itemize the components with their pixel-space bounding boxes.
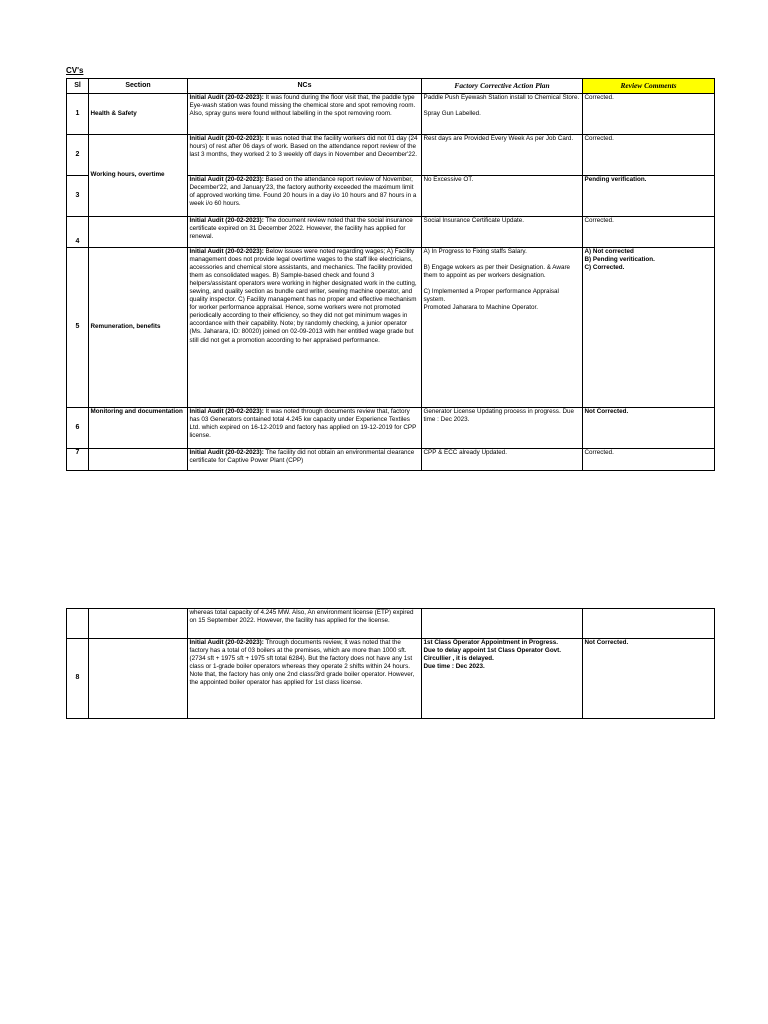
header-corrective-plan: Factory Corrective Action Plan (422, 79, 583, 94)
plan-line: Social Insurance Certificate Update. (423, 217, 524, 224)
nc-text: The document review noted that the social insurance certificate expired on 31 December 2022. However, the facility has applied for renewal. (189, 217, 413, 241)
nc-text: The facility did not obtain an environmental clearance certificate for Captive Power Plant (CPP) (189, 449, 415, 465)
nc-audit-label: Initial Audit (20-02-2023): (189, 217, 264, 224)
header-ncs: NCs (188, 79, 422, 94)
row-plan (422, 408, 583, 449)
nc-audit-label: Initial Audit (20-02-2023): (189, 94, 264, 101)
plan-line: Spray Gun Labelled. (423, 110, 481, 118)
row-section: Health & Safety (89, 94, 188, 135)
table-row (67, 217, 715, 248)
review-line: Corrected. (584, 135, 614, 142)
row-plan-empty (422, 609, 583, 639)
plan-spacer (424, 102, 581, 110)
row-nc (188, 408, 422, 449)
table-row (67, 639, 715, 719)
row-sl: 7 (67, 449, 89, 471)
review-line: A) Not corrected (584, 248, 634, 255)
row-section-empty (89, 449, 188, 471)
cv-table-continued (66, 608, 715, 719)
plan-line: Generator License Updating process in progress. Due time : Dec 2023. (423, 408, 575, 424)
plan-line: CPP & ECC already Updated. (423, 449, 508, 456)
row-plan (422, 135, 583, 176)
nc-text: It was noted that the facility workers did not 01 day (24 hours) of rest after 06 days of work. Based on the attendance report review of the last 3 months, they worked 2 to 3 weekly off days in November and December'22. (189, 135, 418, 159)
row-plan (422, 217, 583, 248)
row-nc (188, 609, 422, 639)
row-review (583, 217, 715, 248)
row-plan (422, 94, 583, 135)
table-row (67, 408, 715, 449)
header-section: Section (89, 79, 188, 94)
row-sl: 2 (67, 135, 89, 176)
header-sl: Sl (67, 79, 89, 94)
nc-text: It was noted through documents review that, factory has 03 Generators contained total 4.245 kw capacity under Experience Textiles Ltd. which expired on 16-12-2019 and factory has applied on 19-12-2019 for CPP license. (189, 408, 417, 440)
plan-line: Paddle Push Eyewash Station install to Chemical Store. (423, 94, 580, 101)
review-line: C) Corrected. (584, 264, 625, 272)
row-nc (188, 639, 422, 719)
plan-line: 1st Class Operator Appointment in Progress. (423, 639, 558, 646)
nc-audit-label: Initial Audit (20-02-2023): (189, 248, 264, 255)
page-title: CV's (66, 66, 84, 75)
table-row (67, 94, 715, 135)
row-review (583, 135, 715, 176)
row-review-empty (583, 609, 715, 639)
cv-table (66, 78, 715, 471)
row-sl: 4 (67, 217, 89, 248)
plan-line: Promoted Jaharara to Machine Operator. (423, 304, 538, 312)
row-sl-empty (67, 609, 89, 639)
nc-audit-label: Initial Audit (20-02-2023): (189, 449, 264, 456)
nc-text: It was found during the floor visit that, the paddle type Eye-wash station was found missing the chemical store and spot removing room. Also, spray guns were found without labelling in the spot removing room. (189, 94, 416, 118)
review-line: Pending verification. (584, 176, 647, 183)
row-sl: 3 (67, 176, 89, 217)
row-section: Monitoring and documentation (89, 408, 188, 449)
plan-spacer (424, 256, 581, 264)
row-sl: 5 (67, 248, 89, 408)
review-line: Corrected. (584, 217, 614, 224)
nc-text: Through documents review, it was noted that the factory has a total of 03 boilers at the premises, which are more than 1000 sft. (2734 sft + 1975 sft + 1975 sft total 6284). But the factory does not have any 1st class or 1-grade boiler operators whereas they operate 2 shifts within 24 hours. Note that, the factory has only one 2nd class/3rd grade boiler operator. However, the appointed boiler operator has applied for 1st class license. (189, 639, 415, 687)
table-row (67, 248, 715, 408)
plan-line: A) In Progress to Fixing staffs Salary. (423, 248, 527, 255)
row-plan (422, 639, 583, 719)
table-header-row (67, 79, 715, 94)
row-review (583, 94, 715, 135)
row-review (583, 248, 715, 408)
nc-text: whereas total capacity of 4.245 MW. Also, An environment license (ETP) expired on 15 September 2022. However, the facility has applied for the license. (189, 609, 414, 625)
row-nc (188, 248, 422, 408)
row-section-empty (89, 609, 188, 639)
review-line: B) Pending veritication. (584, 256, 655, 264)
plan-line: Due to delay appoint 1st Class Operator Govt. Circullier , it is delayed. (423, 647, 562, 663)
row-plan (422, 449, 583, 471)
plan-line: Due time : Dec 2023. (423, 663, 485, 671)
review-line: Not Corrected. (584, 408, 629, 415)
row-sl: 6 (67, 408, 89, 449)
row-nc (188, 217, 422, 248)
nc-audit-label: Initial Audit (20-02-2023): (189, 639, 264, 646)
row-plan (422, 248, 583, 408)
nc-text: Based on the attendance report review of November, December'22, and January'23, the factory authority exceeded the maximum limit of approved working time. Found 20 hours in a day i/o 10 hours and 87 hours in a week i/o 60 hours. (189, 176, 417, 208)
plan-spacer (424, 280, 581, 288)
nc-audit-label: Initial Audit (20-02-2023): (189, 135, 264, 142)
row-sl: 1 (67, 94, 89, 135)
review-line: Corrected. (584, 449, 614, 456)
row-review (583, 639, 715, 719)
plan-line: No Excessive OT. (423, 176, 474, 183)
table-row (67, 135, 715, 176)
row-review (583, 408, 715, 449)
row-nc (188, 94, 422, 135)
row-section: Working hours, overtime (89, 135, 188, 217)
row-section: Remuneration, benefits (89, 248, 188, 408)
row-nc (188, 176, 422, 217)
row-plan (422, 176, 583, 217)
nc-text: Below issues were noted regarding wages; A) Facility management does not provide legal overtime wages to the staff like electricians, accessories and chemical store assistants, and mechanics. The facility provided them as consolidated wages. B) Sample-based check and found 3 helpers/assistant operators were working in higher designated work in the cutting, sewing, and quality section as bundle card writer, sewing machine operator, and quality inspector. C) Facility management has no proper and effective mechanism for worker performance appraisal. Hence, some workers were not promoted periodically according to their efficiency, so they did not get minimum wages in accordance with their capability. Note; by randomly checking, a junior operator (Ms. Jaharara, ID: 80020) joined on 02-09-2013 with her entitled wage grade but still did not get a promotion according to her appraised performance. (189, 248, 417, 344)
review-line: Corrected. (584, 94, 614, 101)
row-nc (188, 449, 422, 471)
plan-line: Rest days are Provided Every Week As per Job Card. (423, 135, 574, 142)
row-review (583, 176, 715, 217)
header-review-comments: Review Comments (583, 79, 715, 94)
plan-line: B) Engage wokers as per their Designation. & Aware them to appoint as per workers designation. (423, 264, 571, 280)
table-row-continued (67, 609, 715, 639)
review-line: Not Corrected. (584, 639, 629, 646)
nc-audit-label: Initial Audit (20-02-2023): (189, 408, 264, 415)
row-sl: 8 (67, 639, 89, 719)
nc-audit-label: Initial Audit (20-02-2023): (189, 176, 264, 183)
plan-line: C) Implemented a Proper performance Appraisal system. (423, 288, 559, 304)
row-nc (188, 135, 422, 176)
row-section-empty (89, 217, 188, 248)
table-row (67, 449, 715, 471)
row-review (583, 449, 715, 471)
row-section-empty (89, 639, 188, 719)
